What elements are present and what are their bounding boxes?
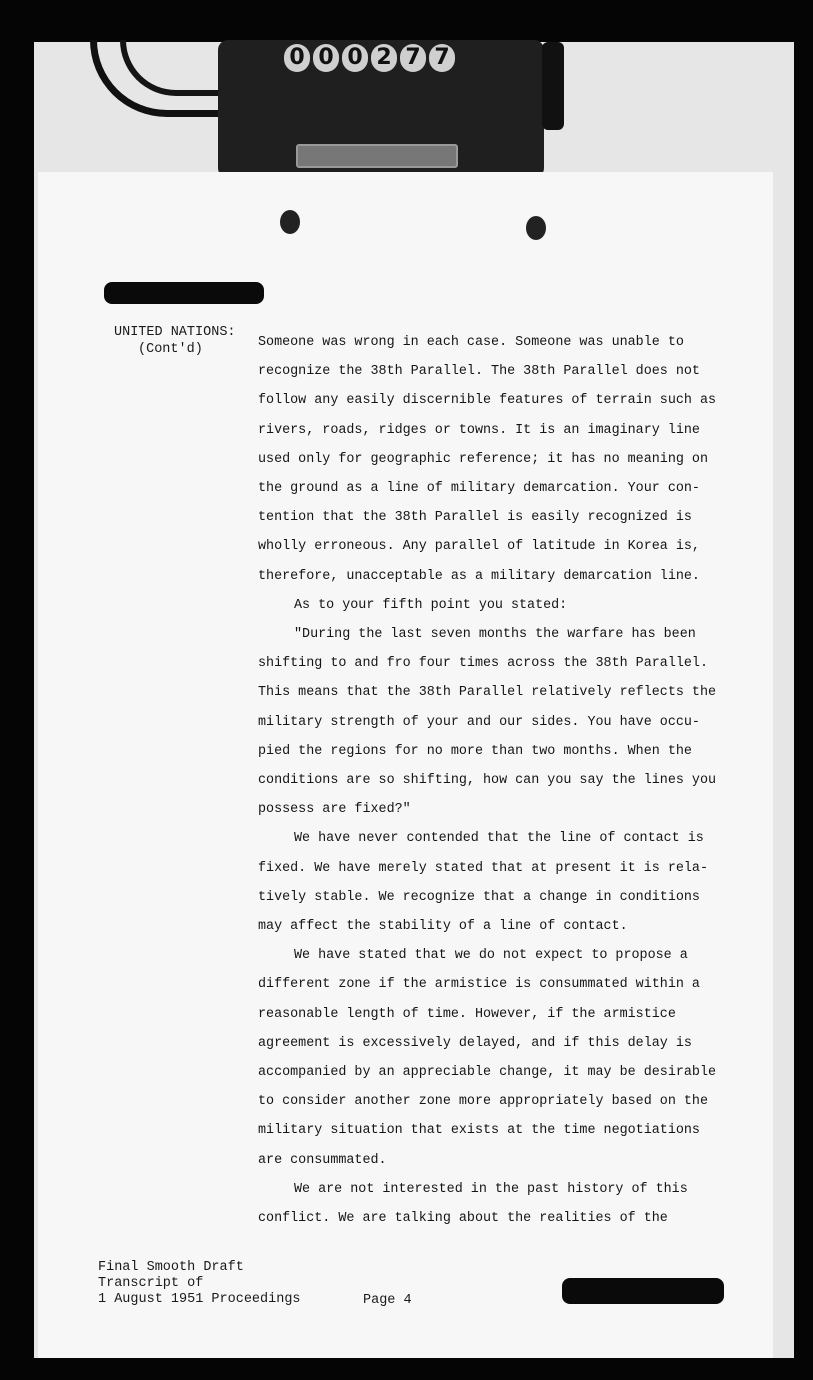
counter-digit: 0 — [313, 44, 339, 72]
text-line: conflict. We are talking about the realities of the — [258, 1211, 668, 1227]
speaker-name: UNITED NATIONS: — [114, 325, 236, 340]
text-line: conditions are so shifting, how can you say the lines you — [258, 773, 717, 789]
text-line: are consummated. — [258, 1152, 387, 1168]
text-line: This means that the 38th Parallel relatively reflects the — [258, 685, 717, 701]
page-number: Page 4 — [363, 1293, 412, 1308]
counter-slot — [296, 144, 458, 168]
paragraph — [258, 1175, 698, 1233]
text-line: pied the regions for no more than two months. When the — [258, 743, 692, 759]
text-line: tention that the 38th Parallel is easily recognized is — [258, 510, 692, 526]
text-line: follow any easily discernible features of terrain such as — [258, 393, 717, 409]
redaction-bar-top — [104, 282, 264, 304]
text-line: shifting to and fro four times across the 38th Parallel. — [258, 656, 708, 672]
text-line: tively stable. We recognize that a change in conditions — [258, 889, 700, 905]
text-line: "During the last seven months the warfare has been — [294, 627, 696, 643]
text-line: We have stated that we do not expect to propose a — [294, 948, 688, 964]
paragraph — [258, 941, 717, 1175]
footer-line-1: Final Smooth Draft — [98, 1260, 244, 1275]
document-footer — [98, 1260, 301, 1308]
text-line: agreement is excessively delayed, and if this delay is — [258, 1035, 692, 1051]
text-line: possess are fixed?" — [258, 802, 411, 818]
text-line: We are not interested in the past history of this — [294, 1181, 688, 1197]
counter-digit: 0 — [284, 44, 310, 72]
text-line: different zone if the armistice is consummated within a — [258, 977, 700, 993]
text-line: military strength of your and our sides. You have occu- — [258, 714, 700, 730]
frame-counter-digits — [284, 44, 458, 76]
text-line: reasonable length of time. However, if the armistice — [258, 1006, 676, 1022]
paragraph — [258, 824, 708, 941]
paragraph — [258, 620, 717, 824]
transcript-body — [258, 328, 717, 1233]
text-line: As to your fifth point you stated: — [294, 597, 568, 613]
text-line: military situation that exists at the time negotiations — [258, 1123, 700, 1139]
text-line: Someone was wrong in each case. Someone was unable to — [258, 335, 684, 350]
counter-knob — [542, 42, 564, 130]
paragraph — [258, 328, 717, 591]
text-line: fixed. We have merely stated that at present it is rela- — [258, 860, 708, 876]
punch-hole-left — [280, 210, 300, 234]
paragraph — [258, 591, 698, 620]
text-line: the ground as a line of military demarcation. Your con- — [258, 481, 700, 497]
punch-hole-right — [526, 216, 546, 240]
text-line: may affect the stability of a line of contact. — [258, 919, 628, 935]
counter-digit: 2 — [371, 44, 397, 72]
text-line: used only for geographic reference; it has no meaning on — [258, 451, 708, 467]
text-line: to consider another zone more appropriately based on the — [258, 1094, 708, 1110]
text-line: recognize the 38th Parallel. The 38th Parallel does not — [258, 364, 700, 380]
text-line: accompanied by an appreciable change, it may be desirable — [258, 1065, 717, 1081]
footer-line-3: 1 August 1951 Proceedings — [98, 1292, 301, 1307]
text-line: wholly erroneous. Any parallel of latitude in Korea is, — [258, 539, 700, 555]
redaction-bar-bottom — [562, 1278, 724, 1304]
footer-line-2: Transcript of — [98, 1276, 204, 1291]
speaker-label — [114, 324, 236, 358]
speaker-continued: (Cont'd) — [138, 342, 203, 357]
text-line: rivers, roads, ridges or towns. It is an imaginary line — [258, 422, 700, 438]
counter-digit: 0 — [342, 44, 368, 72]
text-line: We have never contended that the line of contact is — [294, 831, 704, 847]
counter-digit: 7 — [400, 44, 426, 72]
text-line: therefore, unacceptable as a military demarcation line. — [258, 568, 700, 584]
counter-digit: 7 — [429, 44, 455, 72]
